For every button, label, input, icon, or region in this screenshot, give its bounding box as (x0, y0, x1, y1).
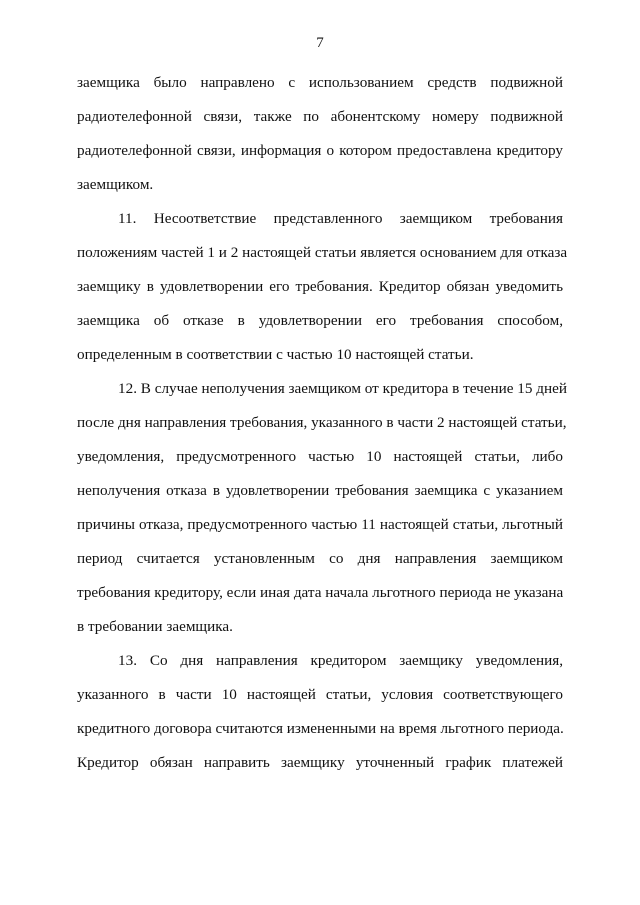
text-line: указанного в части 10 настоящей статьи, условия соответствующего (77, 686, 563, 703)
text-line: заемщика было направлено с использованием средств подвижной (77, 74, 563, 91)
paragraph-continuation (77, 71, 563, 207)
text-line: радиотелефонной связи, также по абонентскому номеру подвижной (77, 108, 563, 125)
text-line: уведомления, предусмотренного частью 10 настоящей статьи, либо (77, 448, 563, 465)
paragraph-12 (77, 377, 567, 649)
text-line: 13. Со дня направления кредитором заемщику уведомления, (118, 652, 563, 669)
text-line: 11. Несоответствие представленного заемщиком требования (118, 210, 563, 227)
text-line: кредитного договора считаются измененными на время льготного периода. (77, 720, 564, 737)
text-line: требования кредитору, если иная дата начала льготного периода не указана (77, 584, 564, 601)
text-line: после дня направления требования, указанного в части 2 настоящей статьи, (77, 414, 567, 431)
text-line: причины отказа, предусмотренного частью 11 настоящей статьи, льготный (77, 516, 563, 533)
text-line: 12. В случае неполучения заемщиком от кредитора в течение 15 дней (118, 380, 567, 397)
text-line: определенным в соответствии с частью 10 настоящей статьи. (77, 346, 474, 363)
paragraph-11 (77, 207, 568, 377)
document-body (77, 71, 568, 785)
text-line: неполучения отказа в удовлетворении требования заемщика с указанием (77, 482, 563, 499)
text-line: период считается установленным со дня направления заемщиком (77, 550, 563, 567)
text-line: заемщиком. (77, 176, 154, 193)
text-line: в требовании заемщика. (77, 618, 233, 635)
text-line: Кредитор обязан направить заемщику уточненный график платежей (77, 754, 563, 771)
text-line: радиотелефонной связи, информация о котором предоставлена кредитору (77, 142, 563, 159)
paragraph-13 (77, 649, 563, 785)
text-line: положениям частей 1 и 2 настоящей статьи является основанием для отказа (77, 244, 568, 261)
page-number: 7 (316, 35, 324, 51)
text-line: заемщика об отказе в удовлетворении его требования способом, (77, 312, 563, 329)
text-line: заемщику в удовлетворении его требования. Кредитор обязан уведомить (77, 278, 563, 295)
